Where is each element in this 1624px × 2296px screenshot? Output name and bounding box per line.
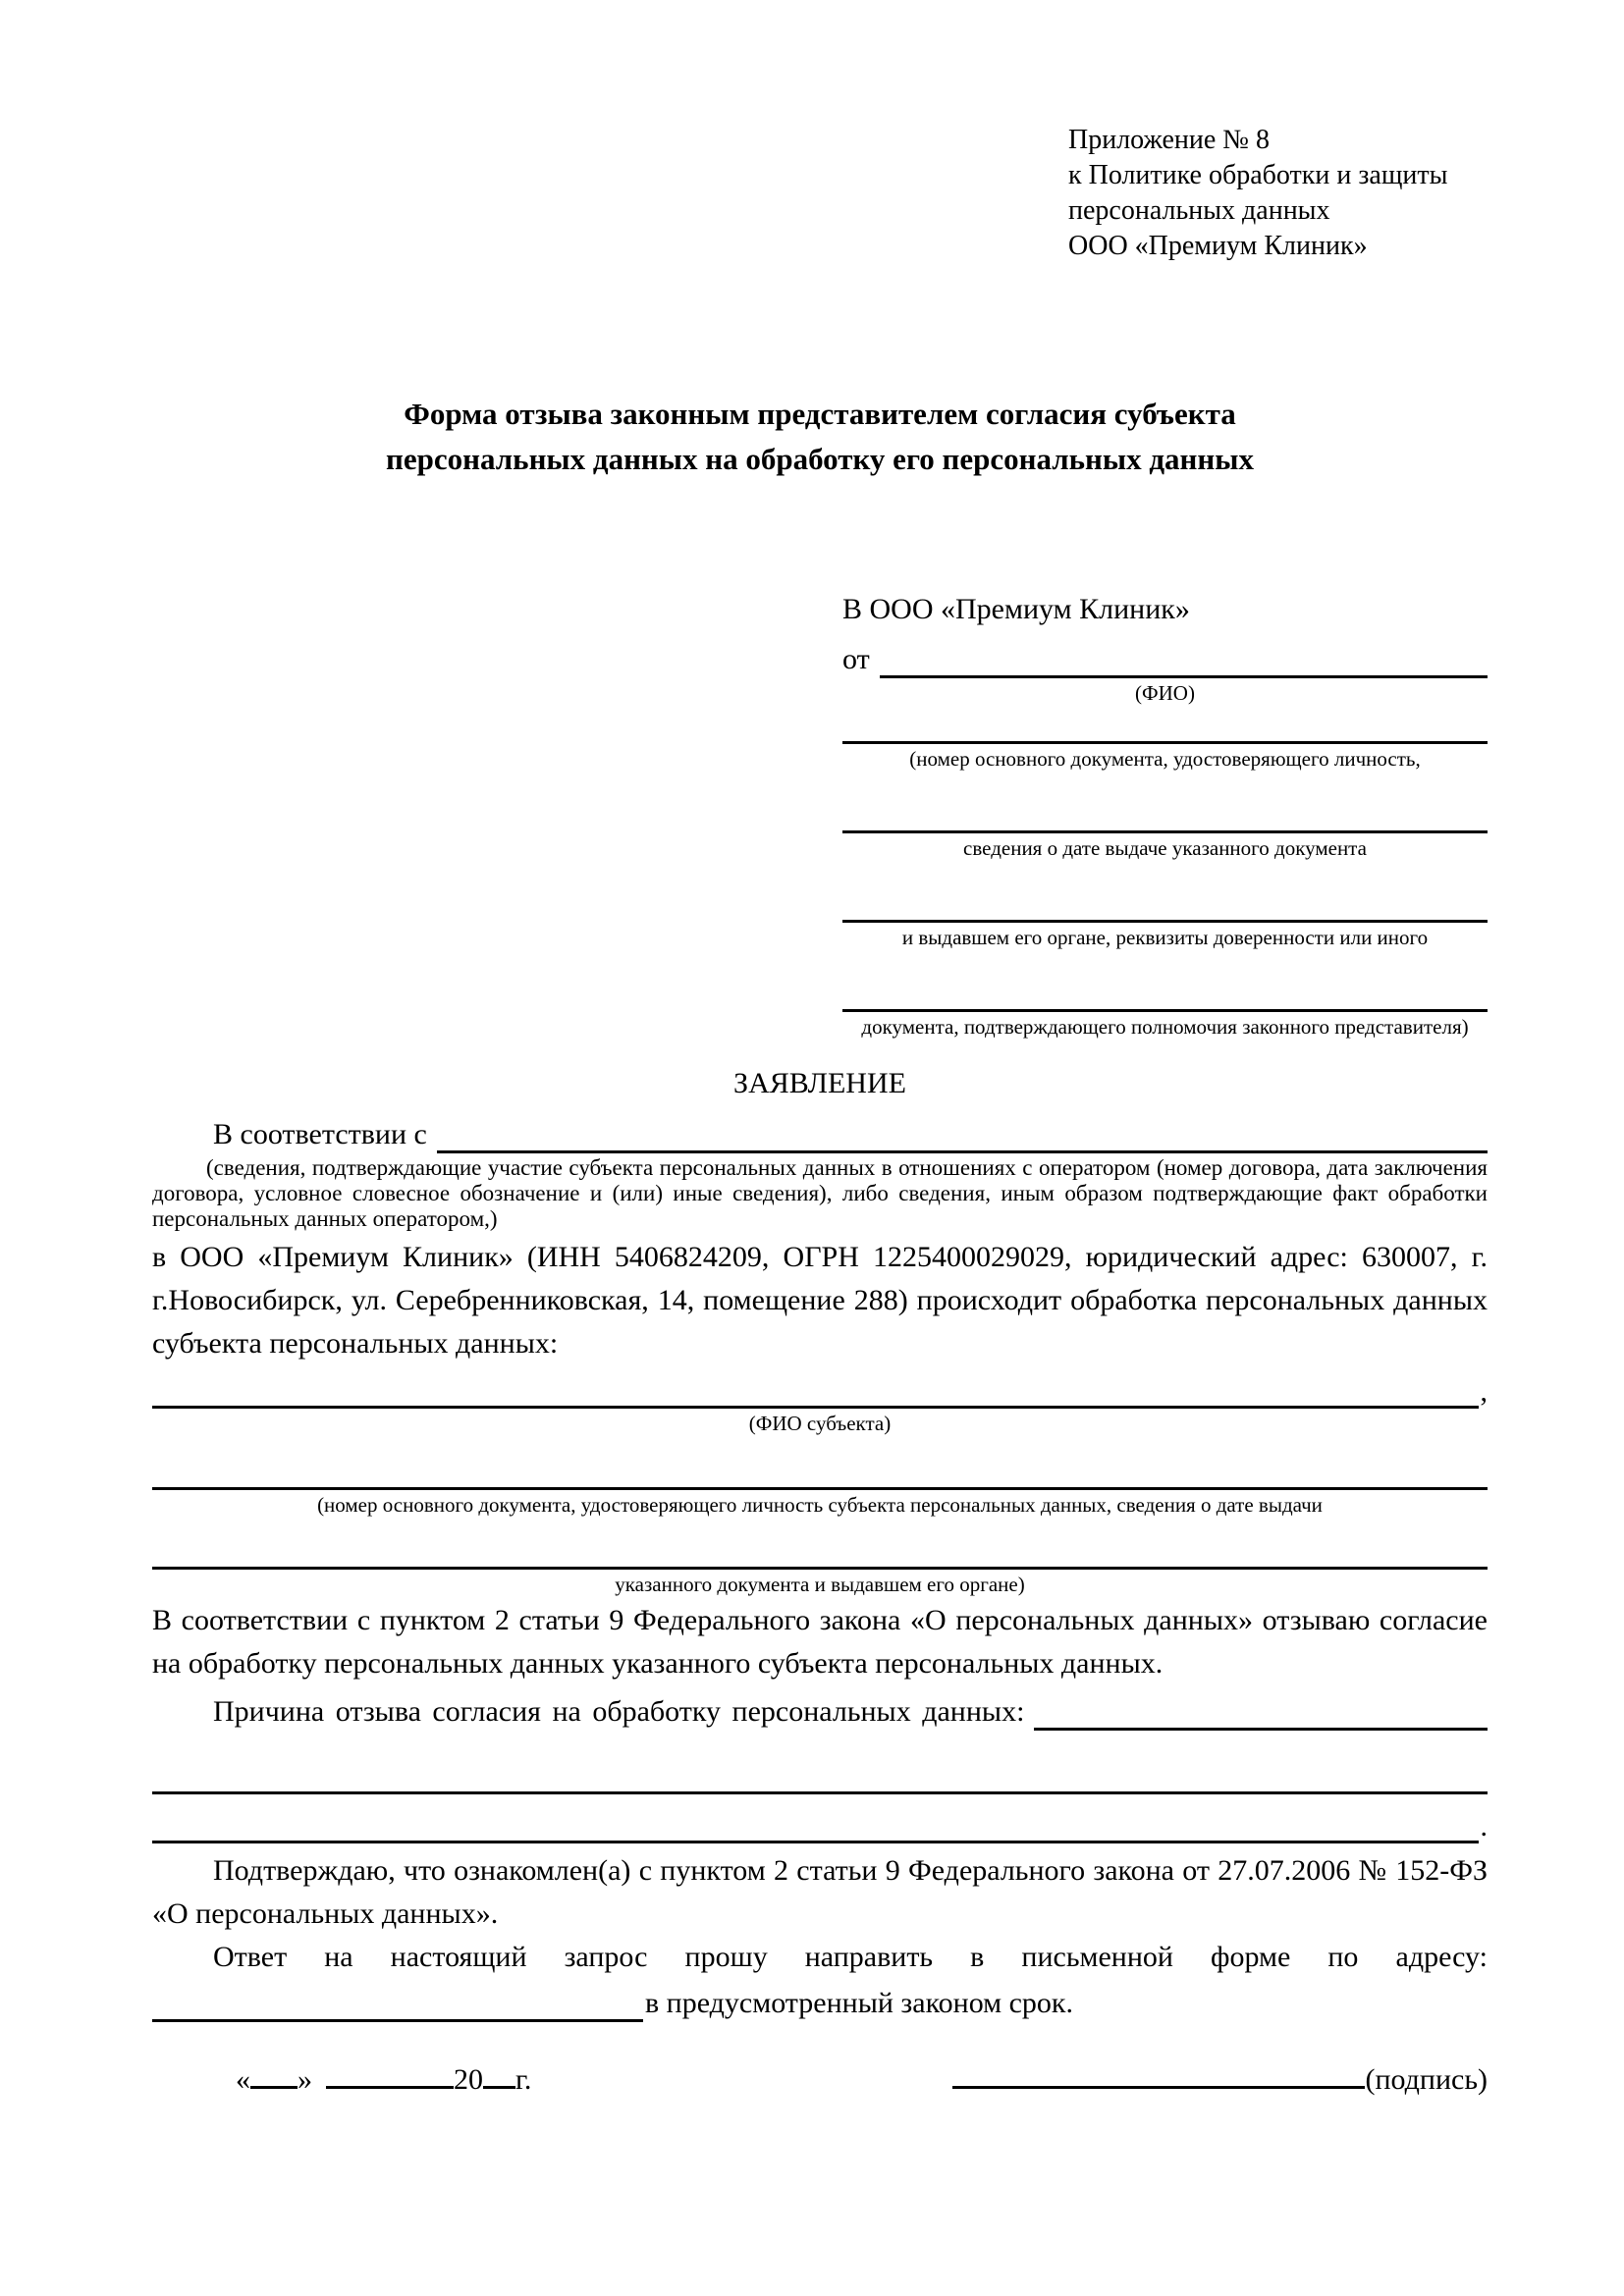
appendix-line-1: Приложение № 8 — [1068, 125, 1270, 155]
reason-label: Причина отзыва согласия на обработку персональных данных: — [213, 1695, 1025, 1728]
subject-doc-blank-line-1 — [152, 1452, 1488, 1490]
representative-doc-blank-line-3 — [842, 861, 1488, 923]
intro-row — [152, 1110, 1488, 1153]
reply-address-blank-line — [152, 2009, 643, 2022]
representative-doc-caption-1: (номер основного документа, удостоверяющего личность, — [909, 747, 1421, 771]
reply-paragraph-line-1: Ответ на настоящий запрос прошу направить в письменной форме по адресу: — [213, 1941, 1488, 1973]
date-year-prefix: 20 — [454, 2063, 483, 2096]
date-day-blank-line — [250, 2080, 298, 2089]
fio-blank-line — [880, 666, 1488, 678]
document-title-line-2: персональных данных на обработку его персональных данных — [386, 442, 1254, 476]
appendix-line-3: персональных данных — [1068, 195, 1330, 226]
intro-label: В соответствии с — [213, 1118, 427, 1150]
date-group — [236, 2063, 531, 2097]
date-quote-close: » — [298, 2063, 312, 2096]
signature-group — [952, 2063, 1488, 2097]
statement-heading: ЗАЯВЛЕНИЕ — [733, 1067, 906, 1099]
subject-fio-caption: (ФИО субъекта) — [748, 1412, 892, 1435]
date-quote-open: « — [236, 2063, 250, 2096]
reply-paragraph-line-2 — [152, 1979, 1488, 2022]
subject-fio-row — [152, 1367, 1488, 1409]
signature-blank-line — [952, 2080, 1365, 2089]
subject-doc-caption-1: (номер основного документа, удостоверяющего личность субъекта персональных данных, сведения о дате выдачи — [317, 1493, 1323, 1517]
representative-doc-blank-line-4 — [842, 950, 1488, 1012]
reason-trailing-period: . — [1480, 1810, 1488, 1842]
appendix-line-2: к Политике обработки и защиты — [1068, 160, 1448, 190]
footer-row — [152, 2063, 1488, 2097]
operator-paragraph: в ООО «Премиум Клиник» (ИНН 5406824209, ОГРН 1225400029029, юридический адрес: 630007, г. г.Новосибирск, ул. Серебренниковская, 14, помещение 288) происходит обработка персональных данных субъекта персональных данных: — [152, 1241, 1488, 1360]
intro-blank-line — [437, 1141, 1488, 1153]
appendix-note — [1068, 123, 1488, 264]
representative-doc-blank-line-2 — [842, 772, 1488, 833]
document-title — [152, 392, 1488, 482]
date-month-blank-line — [326, 2080, 454, 2089]
confirm-paragraph: Подтверждаю, что ознакомлен(а) с пунктом 2 статьи 9 Федерального закона от 27.07.2006 № 152-ФЗ «О персональных данных». — [152, 1854, 1488, 1930]
appendix-line-4: ООО «Премиум Клиник» — [1068, 231, 1368, 261]
representative-doc-blank-line-1 — [842, 706, 1488, 744]
representative-doc-caption-4: документа, подтверждающего полномочия законного представителя) — [861, 1015, 1469, 1039]
document-content — [152, 0, 1488, 2097]
reason-blank-line — [1034, 1718, 1488, 1731]
representative-doc-caption-2: сведения о дате выдаче указанного документа — [963, 836, 1367, 860]
date-year-blank-line — [483, 2080, 515, 2089]
addressee-to: В ООО «Премиум Клиник» — [842, 593, 1190, 625]
subject-fio-trailing-comma: , — [1480, 1375, 1488, 1408]
addressee-from-row — [842, 635, 1488, 678]
reason-continuation-blank-line-2 — [152, 1831, 1479, 1843]
reason-continuation-row-2 — [152, 1804, 1488, 1843]
intro-caption: (сведения, подтверждающие участие субъекта персональных данных в отношениях с оператором (номер договора, дата заключения договора, условное словесное обозначение и (или) иные сведения), либо сведения, иным образом подтверждающие факт обработки персональных данных оператором,) — [152, 1155, 1488, 1231]
representative-doc-caption-3: и выдавшем его органе, реквизиты доверенности или иного — [901, 926, 1429, 949]
subject-fio-blank-line — [152, 1396, 1479, 1409]
withdrawal-paragraph: В соответствии с пунктом 2 статьи 9 Федерального закона «О персональных данных» отзываю согласие на обработку персональных данных указанного субъекта персональных данных. — [152, 1604, 1488, 1680]
addressee-block — [842, 590, 1488, 1040]
reply-paragraph-line-2-text: в предусмотренный законом срок. — [645, 1987, 1073, 2019]
subject-doc-blank-line-2 — [152, 1531, 1488, 1570]
from-label: от — [842, 643, 870, 675]
document-title-line-1: Форма отзыва законным представителем согласия субъекта — [404, 397, 1236, 431]
subject-doc-caption-2: указанного документа и выдавшем его органе) — [615, 1573, 1025, 1596]
signature-caption: (подпись) — [1365, 2063, 1488, 2096]
date-year-suffix: г. — [515, 2063, 532, 2096]
reason-continuation-blank-line-1 — [152, 1756, 1488, 1794]
fio-caption: (ФИО) — [1135, 681, 1195, 705]
reason-row — [152, 1685, 1488, 1731]
